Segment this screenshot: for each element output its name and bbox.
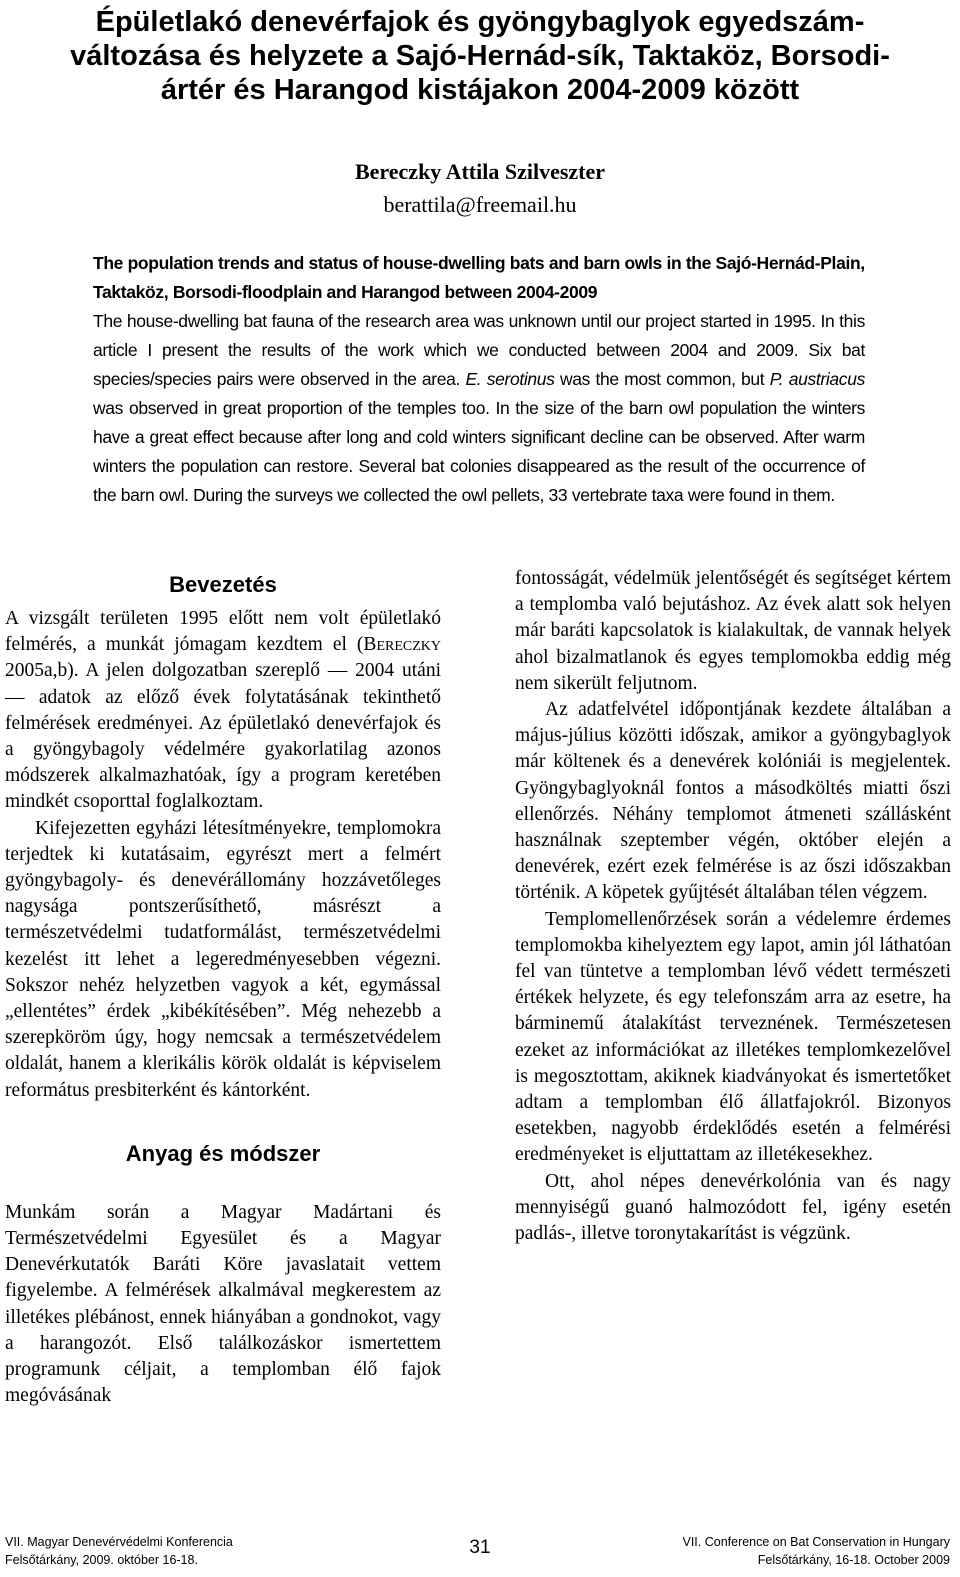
author-email[interactable]: berattila@freemail.hu xyxy=(383,192,577,217)
author-citation-smallcaps: ereczky xyxy=(376,634,441,656)
footer-conference-hu: VII. Magyar Denevérvédelmi Konferencia xyxy=(5,1535,233,1549)
abstract-title: The population trends and status of house-dwelling bats and barn owls in the Sajó-Hernád-Plain, Taktaköz, Borsodi-floodplain and Harangod between 2004-2009 xyxy=(93,253,865,302)
intro-text-a: A vizsgált területen 1995 előtt nem volt épületlakó felmérés, a munkát jómagam kezdtem el (B xyxy=(5,608,441,656)
footer-date-en: Felsőtárkány, 16-18. October 2009 xyxy=(757,1553,950,1567)
abstract xyxy=(93,249,865,510)
footer-date-hu: Felsőtárkány, 2009. október 16-18. xyxy=(5,1553,198,1567)
page-number: 31 xyxy=(469,1537,491,1558)
abstract-text-a: The house-dwelling bat fauna of the research area was unknown until our project started in 1995. In this article I present the results of the work which we conducted between 2004 and 2009. Six bat species/species pairs were observed in the area. xyxy=(93,311,865,389)
right-column xyxy=(515,566,951,1247)
paragraph-intro-2: Kifejezetten egyházi létesítményekre, templomokra terjedtek ki kutatásaim, egyrészt mert a felmért gyöngybagoly- és denevérállomány hozzávetőleges nagysága pontszerűsíthető, másrészt a természetvédelmi tudatformálást, természetvédelmi kezelést itt lehet a legeredményesebben végezni. Sokszor nehéz helyzetben vagyok a két, egymással „ellentétes” érdek „kibékítésében”. Még nehezebb a szerepköröm úgy, hogy nemcsak a természetvédelem oldalát, hanem a klerikális körök oldalát is képviselem református presbiterként és kántorként. xyxy=(5,817,441,1101)
heading-bevezetes: Bevezetés xyxy=(169,572,277,597)
footer-conference-en: VII. Conference on Bat Conservation in Hungary xyxy=(682,1535,950,1549)
heading-anyag-es-modszer: Anyag és módszer xyxy=(125,1140,321,1166)
paragraph-methods-3: Az adatfelvétel időpontjának kezdete általában a május-július közötti időszak, amikor a gyöngybaglyok már költenek és a denevérek kolóniái is megjelentek. Gyöngybaglyoknál fontos a másodköltés miatti őszi ellenőrzés. Néhány templomot átmeneti szállásként használnak szeptember végén, október elején a denevérek, ezért ezek felmérése is az őszi időszakban történik. A köpetek gyűjtését általában télen végzem. xyxy=(515,699,951,904)
paragraph-methods-2: fontosságát, védelmük jelentőségét és segítséget kértem a templomba való bejutáshoz. Az évek alatt sok helyen már baráti kapcsolatok is kialakultak, de vannak helyek ahol bizalmatlanok és egyes templomokba eddig még nem sikerült feljutnom. xyxy=(515,568,951,694)
paragraph-methods-5: Ott, ahol népes denevérkolónia van és nagy mennyiségű guanó halmozódott fel, igény esetén padlás-, illetve toronytakarítást is végzünk. xyxy=(515,1170,951,1245)
author-name: Bereczky Attila Szilveszter xyxy=(354,159,606,184)
species-serotinus: E. serotinus xyxy=(465,369,555,389)
title-line-2: változása és helyzete a Sajó-Hernád-sík, Taktaköz, Borsodi- xyxy=(70,40,890,72)
abstract-text xyxy=(93,307,865,510)
paper-title xyxy=(0,5,960,107)
paragraph-intro-1 xyxy=(5,606,441,816)
species-austriacus: P. austriacus xyxy=(769,369,865,389)
intro-text-b: 2005a,b). A jelen dolgozatban szereplő — 2004 utáni — adatok az előző évek folytatásának tekinthető felmérések eredményei. Az épületlakó denevérfajok és a gyöngybagoly védelmére gyakorlatilag azonos módszerek alkalmazhatóak, így a program keretében mindkét csoporttal foglalkoztam. xyxy=(5,660,441,813)
paragraph-methods-4: Templomellenőrzések során a védelemre érdemes templomokba kihelyeztem egy lapot, amin jól láthatóan fel van tüntetve a templomban lévő védett természeti értékek helyzete, és egy telefonszám arra az esetre, ha bárminemű átalakítást terveznének. Természetesen ezeket az információkat az illetékes templomkezelővel is megosztottam, akiknek kiadványokat és ismertetőket adtam a templomban élő állatfajokról. Bizonyos esetekben, nagyobb érdeklődés esetén a felmérési eredményeket is eljuttattam az illetékesekhez. xyxy=(515,908,951,1166)
title-line-3: ártér és Harangod kistájakon 2004-2009 között xyxy=(160,74,800,106)
title-line-1: Épületlakó denevérfajok és gyöngybaglyok egyedszám- xyxy=(95,6,865,38)
footer-right xyxy=(682,1533,950,1569)
abstract-text-b: was the most common, but xyxy=(554,369,770,389)
paragraph-methods-1: Munkám során a Magyar Madártani és Természetvédelmi Egyesület és a Magyar Denevérkutatók Baráti Köre javaslatait vettem figyelembe. A felmérések alkalmával megkerestem az illetékes plébánost, ennek hiányában a gondnokot, vagy a harangozót. Első találkozáskor ismertettem programunk céljait, a templomban élő fajok megóvásának xyxy=(5,1201,441,1407)
left-column xyxy=(5,566,441,1409)
abstract-text-c: was observed in great proportion of the temples too. In the size of the barn owl population the winters have a great effect because after long and cold winters significant decline can be observed. After warm winters the population can restore. Several bat colonies disappeared as the result of the occurrence of the barn owl. During the surveys we collected the owl pellets, 33 vertebrate taxa were found in them. xyxy=(93,398,865,505)
